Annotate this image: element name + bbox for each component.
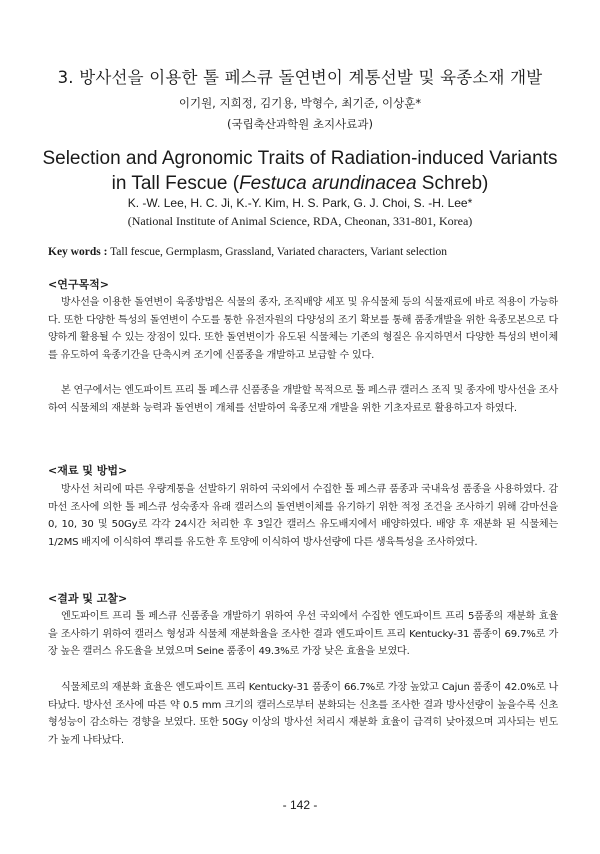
page-number: - 142 -: [282, 798, 318, 812]
korean-affiliation: (국립축산과학원 초지사료과): [227, 117, 373, 131]
methods-heading: <재료 및 방법>: [48, 464, 128, 477]
keywords-text: Tall fescue, Germplasm, Grassland, Variated characters, Variant selection: [107, 246, 448, 258]
english-title: [40, 146, 560, 196]
english-title-part2: Schreb): [416, 173, 489, 194]
results-paragraph-2: 식물체로의 재분화 효율은 엔도파이트 프리 Kentucky-31 품종이 66.7%로 가장 높았고 Cajun 품종이 42.0%로 나타났다. 방사선 조사에 따른 약 0.5 mm 크기의 캘러스로부터 분화되는 신초를 조사한 결과 방사선량이 높을수록 신초 형성능이 감소하는 경향을 보였다. 또한 50Gy 이상의 방사선 처리시 재분화 효율이 급격히 낮아졌으며 괴사되는 빈도가 높게 나타났다.: [48, 682, 558, 746]
english-title-part1: Selection and Agronomic Traits of Radiation-induced Variants in Tall Fescue (: [42, 148, 558, 194]
keywords-label: Key words :: [48, 246, 108, 258]
results-paragraph-1: 엔도파이트 프리 톨 페스큐 신품종을 개발하기 위하여 우선 국외에서 수집한 엔도파이트 프리 5품종의 재분화 효율을 조사하기 위하여 캘러스 형성과 식물체 재분화율을 조사한 결과 엔도파이트 프리 Kentucky-31 품종이 69.7%로 가장 높은 캘러스 유도율을 보였으며 Seine 품종이 49.3%로 가장 낮은 효율을 보였다.: [48, 611, 558, 658]
results-heading: <결과 및 고찰>: [48, 592, 128, 605]
english-title-species: Festuca arundinacea: [239, 173, 417, 194]
purpose-heading: <연구목적>: [48, 278, 109, 291]
keywords: [48, 246, 558, 258]
purpose-paragraph-1: 방사선을 이용한 돌연변이 육종방법은 식물의 종자, 조직배양 세포 및 유식물체 등의 식물재료에 바로 적용이 가능하다. 또한 다양한 특성의 돌연변이 수도를 통한 유전자원의 다양성의 조기 확보를 통해 품종개발을 위한 육종모본으로 다양하게 활용될 수 있는 장점이 있다. 또한 돌연변이가 유도된 식물체는 기존의 형질은 유지하면서 다양한 특성의 변이체를 유도하여 육종기간을 단축시켜 조기에 신품종을 개발하고 보급할 수 있다.: [48, 297, 558, 361]
korean-title: 3. 방사선을 이용한 톨 페스큐 돌연변이 계통선발 및 육종소재 개발: [57, 68, 543, 87]
purpose-paragraph-2: 본 연구에서는 엔도파이트 프리 톨 페스큐 신품종을 개발할 목적으로 톨 페스큐 캘러스 조직 및 종자에 방사선을 조사하여 식물체의 재분화 능력과 돌연변이 개체를 선발하여 육종모재 개발을 위한 기초자료로 활용하고자 하였다.: [48, 385, 559, 414]
english-authors: K. -W. Lee, H. C. Ji, K.-Y. Kim, H. S. Park, G. J. Choi, S. -H. Lee*: [127, 196, 473, 210]
methods-paragraph-1: 방사선 처리에 따른 우량계통을 선발하기 위하여 국외에서 수집한 톨 페스큐 품종과 국내육성 품종을 사용하였다. 감마선 조사에 의한 톨 페스큐 성숙종자 유래 캘러스의 돌연변이체를 유기하기 위한 적정 조건을 조사하기 위해 감마선을 0, 10, 30 및 50Gy로 각각 24시간 처리한 후 3일간 캘러스 유도배지에서 배양하였다. 배양 후 재분화 된 식물체는 1/2MS 배지에 이식하여 뿌리를 유도한 후 토양에 이식하여 방사선량에 다른 생육특성을 조사하였다.: [48, 484, 558, 548]
korean-authors: 이기원, 지희정, 김기용, 박형수, 최기준, 이상훈*: [178, 96, 422, 110]
english-affiliation: (National Institute of Animal Science, RDA, Cheonan, 331-801, Korea): [127, 214, 473, 228]
